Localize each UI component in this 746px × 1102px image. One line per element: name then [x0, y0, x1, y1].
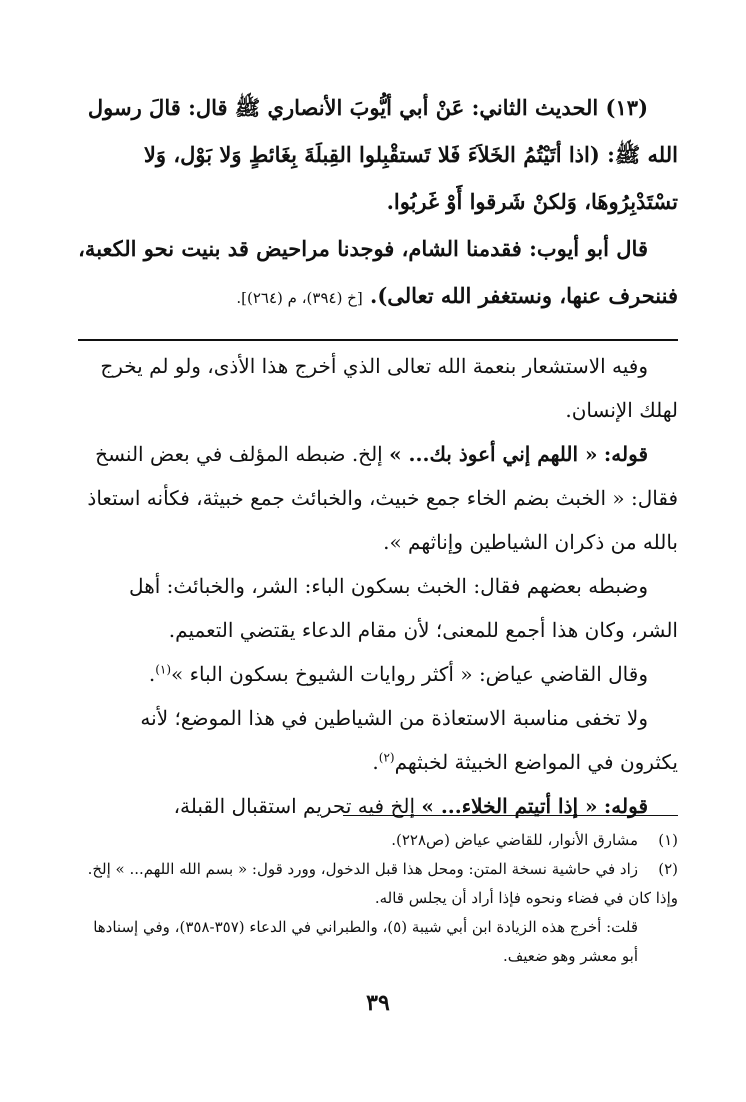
commentary-paragraph-4: [78, 652, 678, 696]
footnote-text: زاد في حاشية نسخة المتن: ومحل هذا قبل الدخول، وورد قول: « بسم الله اللهم... » إلخ. وإذا كان في فضاء ونحوه فإذا أراد أن يجلس قاله.: [87, 860, 678, 907]
commentary-paragraph-3: وضبطه بعضهم فقال: الخبث بسكون الباء: الشر، والخبائث: أهل الشر، وكان هذا أجمع للمعنى؛ لأن مقام الدعاء يقتضي التعميم.: [129, 574, 678, 642]
sentence-end: .: [372, 750, 379, 774]
commentary-text: إلخ فيه تحريم استقبال القبلة،: [173, 794, 416, 818]
commentary-paragraph-6: [78, 784, 678, 828]
footnote-continuation: قلت: أخرج هذه الزيادة ابن أبي شيبة (٥)، والطبراني في الدعاء (٣٥٧-٣٥٨)، وفي إسنادها أبو معشر وهو ضعيف.: [93, 918, 638, 965]
footnote-divider: [343, 815, 678, 816]
commentary-text: ولا تخفى مناسبة الاستعاذة من الشياطين في هذا الموضع؛ لأنه يكثرون في المواضع الخبيثة لخبثهم: [140, 706, 678, 774]
commentary-label: قوله:: [603, 442, 648, 466]
footnote-number: (٢): [658, 860, 678, 878]
commentary-paragraph-5: [78, 696, 678, 784]
page-number: ٣٩: [366, 990, 390, 1016]
sentence-end: .: [148, 662, 156, 686]
hadith-reference: [خ (٣٩٤)، م (٢٦٤)].: [236, 289, 363, 307]
hadith-narrator-text: قال أبو أيوب: فقدمنا الشام، فوجدنا مراحيض قد بنيت نحو الكعبة، فننحرف عنها، ونستغفر الله تعالى).: [78, 236, 678, 308]
footnote-1: [78, 826, 678, 855]
quoted-phrase: « إذا أتيتم الخلاء... »: [421, 794, 598, 818]
footnote-text: مشارق الأنوار، للقاضي عياض (ص٢٢٨).: [391, 831, 638, 849]
quoted-phrase: « اللهم إني أعوذ بك... »: [389, 442, 598, 466]
hadith-text: (١٣) الحديث الثاني: عَنْ أبي أيُّوبَ الأنصاري ﷺ قال: قالَ رسول الله ﷺ: (اذا أتَيْتُمُ الخَلاَءَ فَلا تَستقْبِلوا القِبلَةَ بِغَائطٍ وَلا بَوْل، وَلا تسْتَدْبِرُوهَا، وَلكنْ شَرقوا أَوْ غَربُوا.: [87, 95, 678, 214]
commentary-section: [78, 344, 678, 828]
footnote-number: (١): [658, 831, 678, 849]
footnotes-section: [78, 826, 678, 971]
hadith-narrator-note: [78, 225, 678, 322]
commentary-label: قوله:: [603, 794, 648, 818]
footnote-marker-1[interactable]: (١): [155, 662, 172, 677]
page: [78, 84, 678, 1102]
commentary-text: إلخ. ضبطه المؤلف في بعض النسخ فقال: « الخبث بضم الخاء جمع خبيث، والخبائث جمع خبيثة، فكأنه استعاذ بالله من ذكران الشياطين وإناثهم ».: [87, 442, 678, 554]
footnote-marker-2[interactable]: (٢): [378, 750, 395, 765]
commentary-paragraph-2: [78, 432, 678, 564]
commentary-text: وقال القاضي عياض: « أكثر روايات الشيوخ بسكون الباء »: [171, 662, 648, 686]
section-divider: [78, 339, 678, 341]
footnote-2: [78, 855, 678, 913]
hadith-section: [78, 84, 678, 322]
commentary-paragraph-1: وفيه الاستشعار بنعمة الله تعالى الذي أخرج هذا الأذى، ولو لم يخرج لهلك الإنسان.: [100, 354, 678, 422]
